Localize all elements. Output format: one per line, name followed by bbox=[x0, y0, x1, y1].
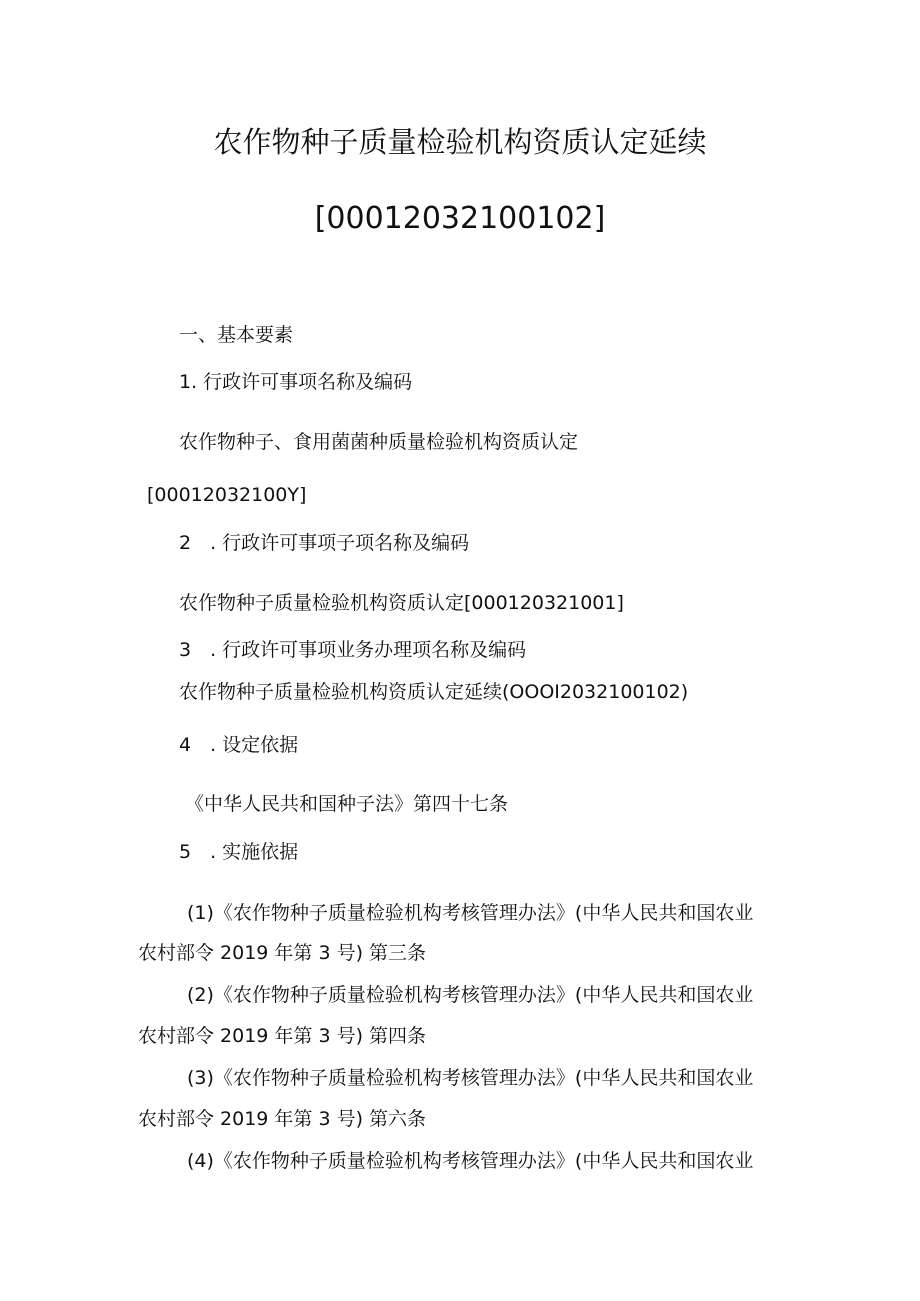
document-code: [00012032100102] bbox=[314, 201, 606, 236]
item3-label: 3 . 行政许可事项业务办理项名称及编码 bbox=[179, 639, 527, 661]
item5-entry3-line1: (3)《农作物种子质量检验机构考核管理办法》(中华人民共和国农业 bbox=[187, 1067, 754, 1089]
item2-label: 2 . 行政许可事项子项名称及编码 bbox=[179, 532, 470, 554]
item5-entry4-line1: (4)《农作物种子质量检验机构考核管理办法》(中华人民共和国农业 bbox=[187, 1150, 754, 1172]
item5-entry3-line2: 农村部令 2019 年第 3 号) 第六条 bbox=[138, 1108, 427, 1130]
item1-code: [00012032100Y] bbox=[147, 484, 307, 506]
section-heading: 一、基本要素 bbox=[179, 324, 294, 346]
item1-value: 农作物种子、食用菌菌种质量检验机构资质认定 bbox=[179, 431, 579, 453]
item5-entry1-line1: (1)《农作物种子质量检验机构考核管理办法》(中华人民共和国农业 bbox=[187, 902, 754, 924]
item4-value: 《中华人民共和国种子法》第四十七条 bbox=[185, 793, 509, 815]
document-title: 农作物种子质量检验机构资质认定延续 bbox=[213, 125, 707, 159]
item4-label: 4 . 设定依据 bbox=[179, 734, 299, 756]
item3-value: 农作物种子质量检验机构资质认定延续(OOOI2032100102) bbox=[179, 681, 689, 703]
item5-entry1-line2: 农村部令 2019 年第 3 号) 第三条 bbox=[138, 942, 427, 964]
item5-entry2-line2: 农村部令 2019 年第 3 号) 第四条 bbox=[138, 1025, 427, 1047]
item1-label: 1. 行政许可事项名称及编码 bbox=[179, 371, 413, 393]
item5-entry2-line1: (2)《农作物种子质量检验机构考核管理办法》(中华人民共和国农业 bbox=[187, 984, 754, 1006]
item2-value: 农作物种子质量检验机构资质认定[000120321001] bbox=[179, 592, 624, 614]
item5-label: 5 . 实施依据 bbox=[179, 841, 299, 863]
